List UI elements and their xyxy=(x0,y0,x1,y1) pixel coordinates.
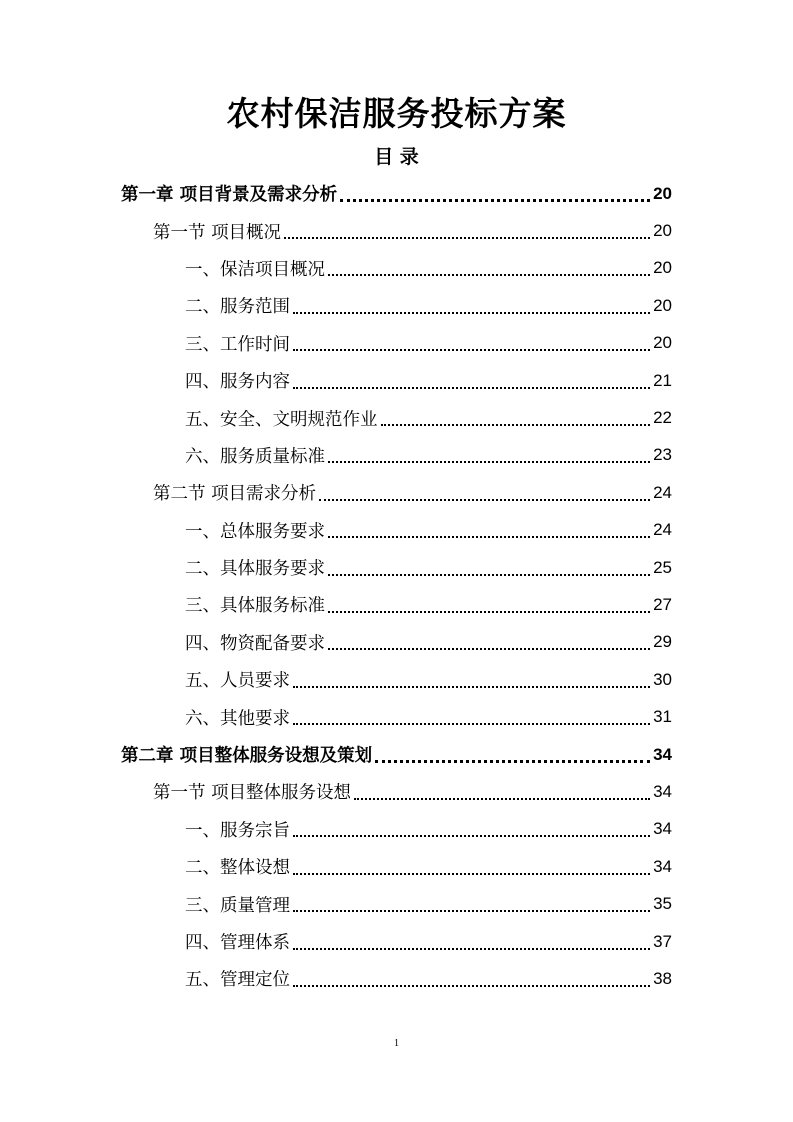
toc-entry[interactable] xyxy=(0,474,793,511)
toc-entry-page-number: 34 xyxy=(653,856,672,876)
toc-entry-label: 五、人员要求 xyxy=(185,671,290,692)
toc-entry-label: 三、质量管理 xyxy=(185,895,290,916)
toc-heading: 目 录 xyxy=(374,146,419,168)
toc-entry[interactable] xyxy=(0,923,793,960)
toc-entry-page-number: 30 xyxy=(653,669,672,689)
toc-entry-label: 二、具体服务要求 xyxy=(185,559,325,580)
toc-entry-page-number: 24 xyxy=(653,520,672,540)
toc-entry[interactable] xyxy=(0,811,793,848)
toc-entry[interactable] xyxy=(0,549,793,586)
toc-entry-label: 一、总体服务要求 xyxy=(185,521,325,542)
toc-entry-page-number: 34 xyxy=(653,819,672,839)
toc-entry-label: 第二章 项目整体服务设想及策划 xyxy=(121,746,373,767)
toc-entry[interactable] xyxy=(0,287,793,324)
toc-entry-page-number: 35 xyxy=(653,894,672,914)
toc-entry[interactable] xyxy=(0,512,793,549)
dot-leader xyxy=(293,723,650,725)
toc-entry-label: 三、具体服务标准 xyxy=(185,596,325,617)
toc-entry[interactable] xyxy=(0,624,793,661)
dot-leader xyxy=(381,424,651,426)
dot-leader xyxy=(293,835,650,837)
dot-leader xyxy=(293,948,650,950)
toc-entry-label: 四、物资配备要求 xyxy=(185,633,325,654)
toc-entry-label: 五、管理定位 xyxy=(185,970,290,991)
dot-leader xyxy=(328,648,650,650)
toc-entry[interactable] xyxy=(0,960,793,997)
page-number: 1 xyxy=(394,1038,399,1049)
dot-leader xyxy=(319,499,650,501)
toc-entry[interactable] xyxy=(0,736,793,773)
toc-entry-label: 六、服务质量标准 xyxy=(185,446,325,467)
toc-entry-page-number: 20 xyxy=(653,295,672,315)
toc-entry[interactable] xyxy=(0,586,793,623)
toc-entry-page-number: 29 xyxy=(653,632,672,652)
dot-leader xyxy=(293,387,650,389)
toc-entry-page-number: 34 xyxy=(653,781,672,801)
toc-entry-page-number: 20 xyxy=(653,333,672,353)
document-title: 农村保洁服务投标方案 xyxy=(226,94,567,133)
toc-entry-label: 四、管理体系 xyxy=(185,933,290,953)
toc-entry[interactable] xyxy=(0,362,793,399)
dot-leader xyxy=(284,237,650,239)
toc-entry-page-number: 20 xyxy=(653,258,672,278)
toc-entry[interactable] xyxy=(0,661,793,698)
toc-entry[interactable] xyxy=(0,175,793,212)
toc-entry-label: 一、保洁项目概况 xyxy=(185,259,325,280)
toc-entry-page-number: 24 xyxy=(653,482,672,502)
toc-entry-page-number: 37 xyxy=(653,931,672,951)
dot-leader xyxy=(328,611,650,613)
dot-leader xyxy=(328,274,650,276)
toc-entry[interactable] xyxy=(0,325,793,362)
dot-leader xyxy=(293,910,650,912)
toc-entry-page-number: 25 xyxy=(653,557,672,577)
dot-leader xyxy=(293,686,650,688)
toc-entry[interactable] xyxy=(0,399,793,436)
toc-entry-page-number: 20 xyxy=(653,183,672,203)
toc-entry[interactable] xyxy=(0,250,793,287)
toc-entry-label: 三、工作时间 xyxy=(185,334,290,355)
toc-entry-page-number: 34 xyxy=(653,744,672,764)
dot-leader xyxy=(340,199,650,202)
dot-leader xyxy=(293,985,650,987)
toc-entry-label: 第一章 项目背景及需求分析 xyxy=(121,185,338,206)
dot-leader xyxy=(293,349,650,351)
toc-entry-label: 一、服务宗旨 xyxy=(185,820,290,841)
toc-entry[interactable] xyxy=(0,885,793,922)
toc-entry-page-number: 31 xyxy=(653,707,672,727)
toc-entry-label: 四、服务内容 xyxy=(185,372,290,393)
dot-leader xyxy=(328,574,650,576)
table-of-contents xyxy=(0,175,793,998)
toc-entry[interactable] xyxy=(0,773,793,810)
toc-entry[interactable] xyxy=(0,848,793,885)
dot-leader xyxy=(293,873,650,875)
toc-entry-label: 二、服务范围 xyxy=(185,297,290,318)
toc-entry-label: 五、安全、文明规范作业 xyxy=(185,409,378,430)
dot-leader xyxy=(328,536,650,538)
toc-entry-label: 第二节 项目需求分析 xyxy=(153,484,317,505)
toc-entry-label: 第一节 项目整体服务设想 xyxy=(153,783,352,804)
dot-leader xyxy=(375,760,650,763)
toc-entry-label: 二、整体设想 xyxy=(185,858,290,879)
toc-entry[interactable] xyxy=(0,698,793,735)
toc-entry[interactable] xyxy=(0,437,793,474)
toc-entry-page-number: 23 xyxy=(653,445,672,465)
dot-leader xyxy=(293,312,650,314)
toc-entry-page-number: 22 xyxy=(653,408,672,428)
toc-entry-page-number: 20 xyxy=(653,221,672,241)
toc-entry-label: 第一节 项目概况 xyxy=(153,222,282,243)
dot-leader xyxy=(354,798,650,800)
toc-entry[interactable] xyxy=(0,212,793,249)
toc-entry-page-number: 38 xyxy=(653,968,672,988)
toc-entry-page-number: 21 xyxy=(653,370,672,390)
dot-leader xyxy=(328,461,650,463)
toc-entry-label: 六、其他要求 xyxy=(185,708,290,729)
toc-entry-page-number: 27 xyxy=(653,594,672,614)
